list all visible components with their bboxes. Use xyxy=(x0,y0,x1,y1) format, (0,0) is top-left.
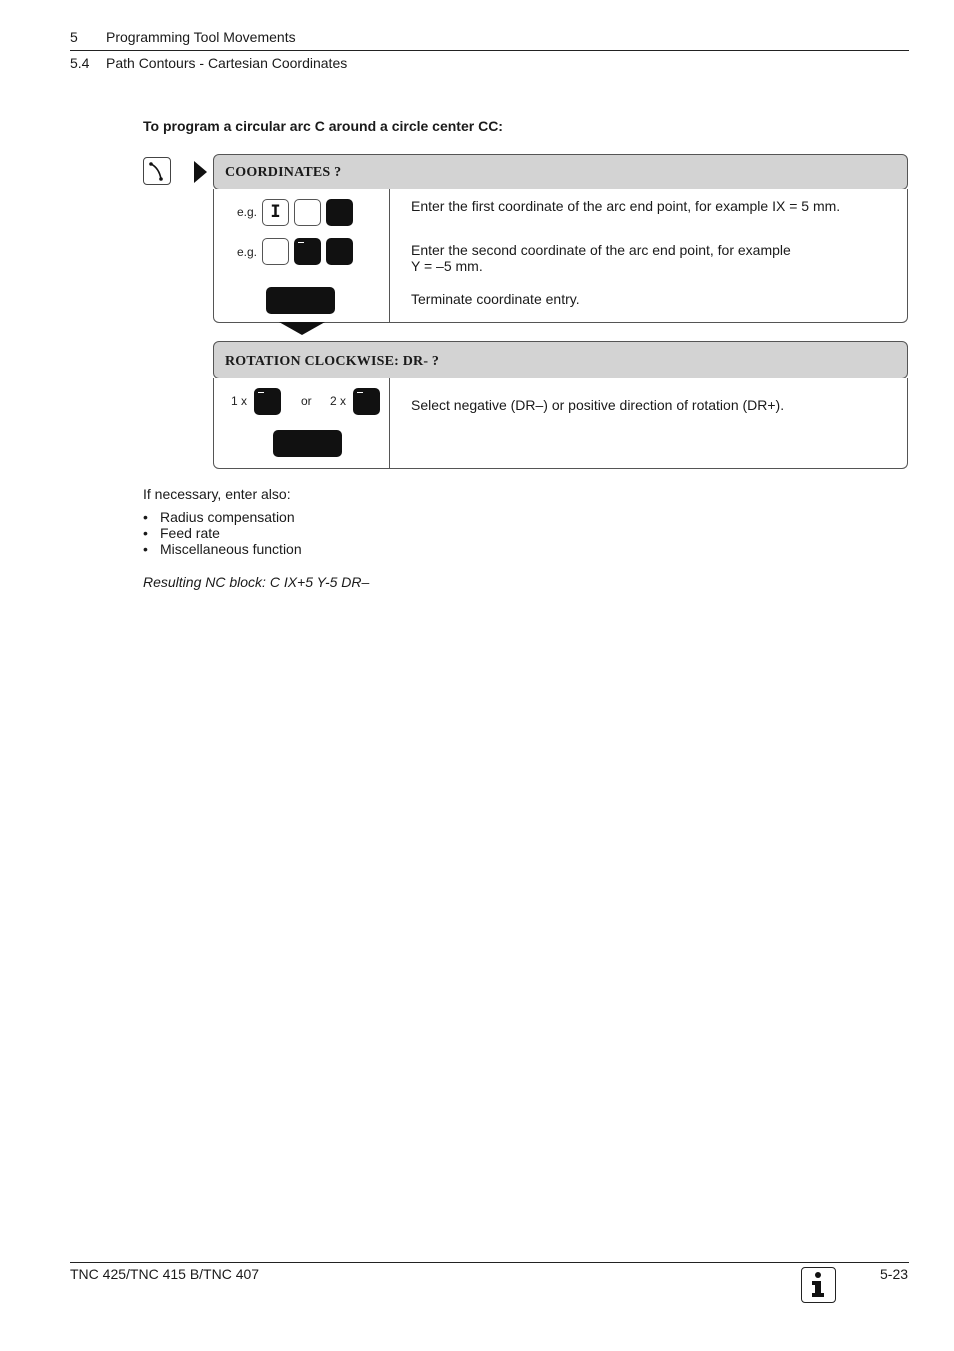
dialog-divider-2 xyxy=(389,378,390,468)
eg-label-1: e.g. xyxy=(237,205,258,219)
footer-rule xyxy=(70,1262,909,1263)
digit-key-5b xyxy=(326,238,353,265)
coordinates-dialog-title xyxy=(213,154,908,190)
resulting-nc-block: Resulting NC block: C IX+5 Y-5 DR– xyxy=(143,574,370,590)
one-times-label: 1 x xyxy=(231,394,248,408)
step3-text: Terminate coordinate entry. xyxy=(411,291,580,307)
step2-line2: Y = –5 mm. xyxy=(411,258,483,274)
eg-label-2: e.g. xyxy=(237,245,258,259)
arrow-right-icon xyxy=(194,161,208,188)
arc-c-key-icon xyxy=(143,157,171,185)
axis-key-y xyxy=(262,238,289,265)
list-item: • Radius compensation xyxy=(143,509,302,525)
minus-icon xyxy=(258,392,264,393)
list-item: • Feed rate xyxy=(143,525,302,541)
procedure-heading: To program a circular arc C around a circle center CC: xyxy=(143,118,503,134)
two-times-label: 2 x xyxy=(330,394,347,408)
minus-icon xyxy=(357,392,363,393)
digit-key-5 xyxy=(326,199,353,226)
minus-key xyxy=(294,238,321,265)
section-number: 5.4 xyxy=(70,55,90,71)
footer-models: TNC 425/TNC 415 B/TNC 407 xyxy=(70,1266,260,1282)
info-icon xyxy=(801,1267,836,1303)
ent-key-1 xyxy=(266,287,335,314)
chapter-title: Programming Tool Movements xyxy=(106,29,296,45)
incremental-i-key xyxy=(262,199,289,226)
axis-key-x xyxy=(294,199,321,226)
or-label: or xyxy=(301,394,312,408)
page-number: 5-23 xyxy=(880,1266,909,1282)
chapter-number: 5 xyxy=(70,29,78,45)
rotation-dialog-title xyxy=(213,341,908,379)
header-rule xyxy=(70,50,909,51)
ent-key-2 xyxy=(273,430,342,457)
if-necessary-text: If necessary, enter also: xyxy=(143,486,291,502)
step2-line1: Enter the second coordinate of the arc end point, for example xyxy=(411,242,791,258)
key-i-label: I xyxy=(270,202,281,222)
section-title: Path Contours - Cartesian Coordinates xyxy=(106,55,348,71)
rotation-dialog-label: ROTATION CLOCKWISE: DR- ? xyxy=(225,354,440,369)
dialog-divider xyxy=(389,189,390,322)
minus-icon xyxy=(298,242,304,243)
arrow-down-icon xyxy=(279,322,325,341)
options-list xyxy=(143,509,302,557)
minus-key-once xyxy=(254,388,281,415)
minus-key-twice xyxy=(353,388,380,415)
step1-text: Enter the first coordinate of the arc end point, for example IX = 5 mm. xyxy=(411,198,841,214)
list-item: • Miscellaneous function xyxy=(143,541,302,557)
coordinates-dialog-label: COORDINATES ? xyxy=(225,165,342,180)
rotation-text: Select negative (DR–) or positive direction of rotation (DR+). xyxy=(411,397,785,413)
